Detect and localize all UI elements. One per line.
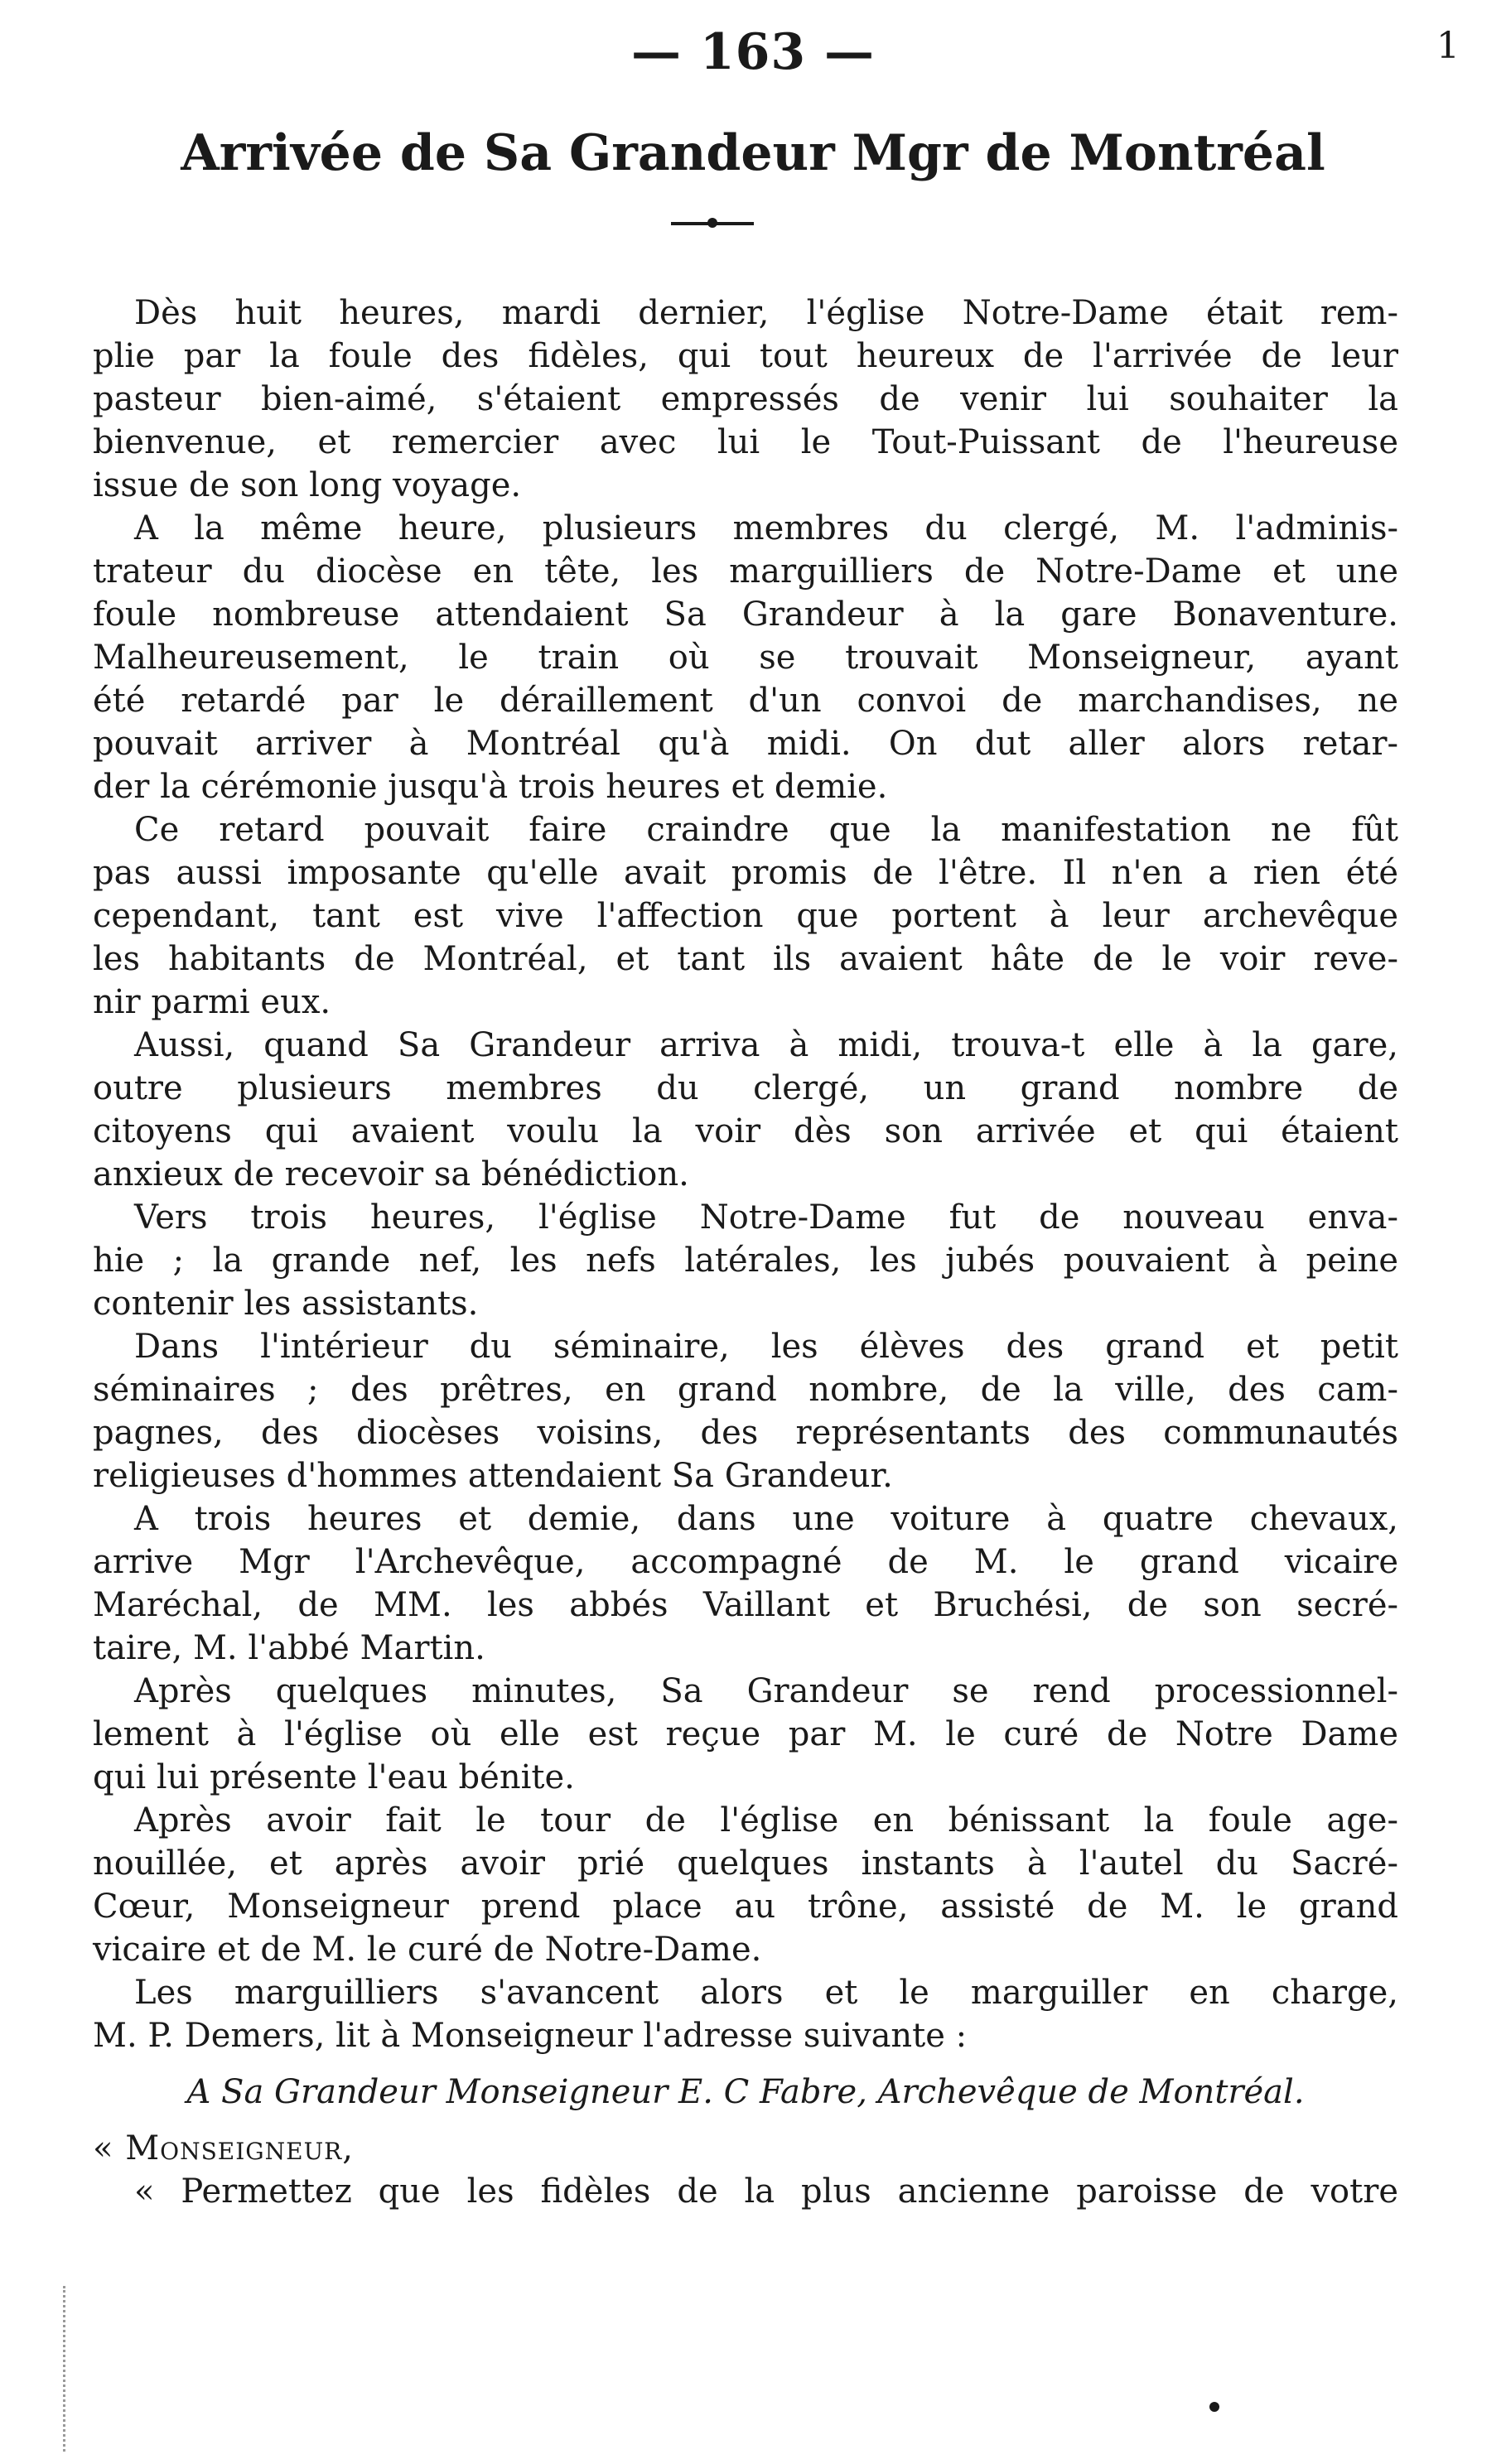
article-body bbox=[93, 292, 1398, 2213]
text-line: M. P. Demers, lit à Monseigneur l'adresse suivante : bbox=[93, 2017, 968, 2055]
divider-ornament bbox=[671, 217, 754, 229]
text-line: Maréchal, de MM. les abbés Vaillant et Bruchési, de son secré- bbox=[93, 1586, 1398, 1624]
text-line: citoyens qui avaient voulu la voir dès son arrivée et qui étaient bbox=[93, 1112, 1398, 1150]
text-line: cependant, tant est vive l'affection que portent à leur archevêque bbox=[93, 897, 1398, 935]
page-number: — 163 — bbox=[630, 23, 876, 81]
text-line: pouvait arriver à Montréal qu'à midi. On dut aller alors retar- bbox=[93, 725, 1398, 763]
text-line: A Sa Grandeur Monseigneur E. C Fabre, Archevêque de Montréal. bbox=[186, 2073, 1305, 2111]
text-line: été retardé par le déraillement d'un convoi de marchandises, ne bbox=[93, 682, 1398, 720]
text-line: taire, M. l'abbé Martin. bbox=[93, 1629, 485, 1667]
text-line: Aussi, quand Sa Grandeur arriva à midi, trouva-t elle à la gare, bbox=[134, 1026, 1398, 1064]
text-line: outre plusieurs membres du clergé, un grand nombre de bbox=[93, 1069, 1398, 1107]
text-line: Malheureusement, le train où se trouvait Monseigneur, ayant bbox=[93, 639, 1398, 677]
text-line: der la cérémonie jusqu'à trois heures et demie. bbox=[93, 768, 888, 806]
text-line: les habitants de Montréal, et tant ils avaient hâte de le voir reve- bbox=[93, 940, 1398, 978]
article-title: Arrivée de Sa Grandeur Mgr de Montréal bbox=[181, 124, 1325, 182]
text-line: A la même heure, plusieurs membres du clergé, M. l'adminis- bbox=[134, 509, 1398, 547]
text-line: anxieux de recevoir sa bénédiction. bbox=[93, 1155, 689, 1193]
text-line: arrive Mgr l'Archevêque, accompagné de M. le grand vicaire bbox=[93, 1543, 1398, 1581]
text-line: pagnes, des diocèses voisins, des représentants des communautés bbox=[93, 1414, 1398, 1452]
text-line: issue de son long voyage. bbox=[93, 466, 522, 504]
text-line: contenir les assistants. bbox=[93, 1285, 479, 1323]
text-line: bienvenue, et remercier avec lui le Tout-Puissant de l'heureuse bbox=[93, 423, 1398, 461]
text-line: vicaire et de M. le curé de Notre-Dame. bbox=[93, 1931, 762, 1969]
text-line: religieuses d'hommes attendaient Sa Grandeur. bbox=[93, 1457, 893, 1495]
text-line: qui lui présente l'eau bénite. bbox=[93, 1758, 575, 1796]
text-line: Vers trois heures, l'église Notre-Dame fut de nouveau enva- bbox=[134, 1198, 1398, 1237]
text-line: pasteur bien-aimé, s'étaient empressés de venir lui souhaiter la bbox=[93, 380, 1398, 418]
text-line: Après quelques minutes, Sa Grandeur se rend processionnel- bbox=[134, 1672, 1398, 1710]
text-line: « Monseigneur, bbox=[93, 2129, 354, 2167]
text-line: nir parmi eux. bbox=[93, 983, 331, 1021]
divider-dot bbox=[707, 218, 717, 228]
text-line: hie ; la grande nef, les nefs latérales, les jubés pouvaient à peine bbox=[93, 1242, 1398, 1280]
text-line: « Permettez que les fidèles de la plus ancienne paroisse de votre bbox=[134, 2172, 1398, 2211]
text-line: Dans l'intérieur du séminaire, les élèves des grand et petit bbox=[134, 1328, 1398, 1366]
text-line: séminaires ; des prêtres, en grand nombre, de la ville, des cam- bbox=[93, 1371, 1398, 1409]
text-line: Cœur, Monseigneur prend place au trône, assisté de M. le grand bbox=[93, 1888, 1398, 1926]
text-line: plie par la foule des fidèles, qui tout heureux de l'arrivée de leur bbox=[93, 337, 1398, 375]
text-line: nouillée, et après avoir prié quelques instants à l'autel du Sacré- bbox=[93, 1844, 1398, 1883]
scan-edge-mark bbox=[63, 2286, 69, 2452]
text-line: Après avoir fait le tour de l'église en bénissant la foule age- bbox=[134, 1801, 1398, 1840]
text-line: trateur du diocèse en tête, les marguilliers de Notre-Dame et une bbox=[93, 552, 1398, 591]
corner-mark: 1 bbox=[1436, 25, 1460, 67]
scan-speck bbox=[1209, 2402, 1219, 2412]
text-line: Les marguilliers s'avancent alors et le marguiller en charge, bbox=[134, 1974, 1398, 2012]
text-line: Ce retard pouvait faire craindre que la manifestation ne fût bbox=[134, 811, 1398, 849]
text-line: lement à l'église où elle est reçue par M. le curé de Notre Dame bbox=[93, 1715, 1398, 1753]
text-line: foule nombreuse attendaient Sa Grandeur à la gare Bonaventure. bbox=[93, 596, 1398, 634]
text-line: Dès huit heures, mardi dernier, l'église Notre-Dame était rem- bbox=[134, 294, 1398, 332]
text-line: A trois heures et demie, dans une voiture à quatre chevaux, bbox=[134, 1500, 1398, 1538]
text-line: pas aussi imposante qu'elle avait promis de l'être. Il n'en a rien été bbox=[93, 854, 1398, 892]
